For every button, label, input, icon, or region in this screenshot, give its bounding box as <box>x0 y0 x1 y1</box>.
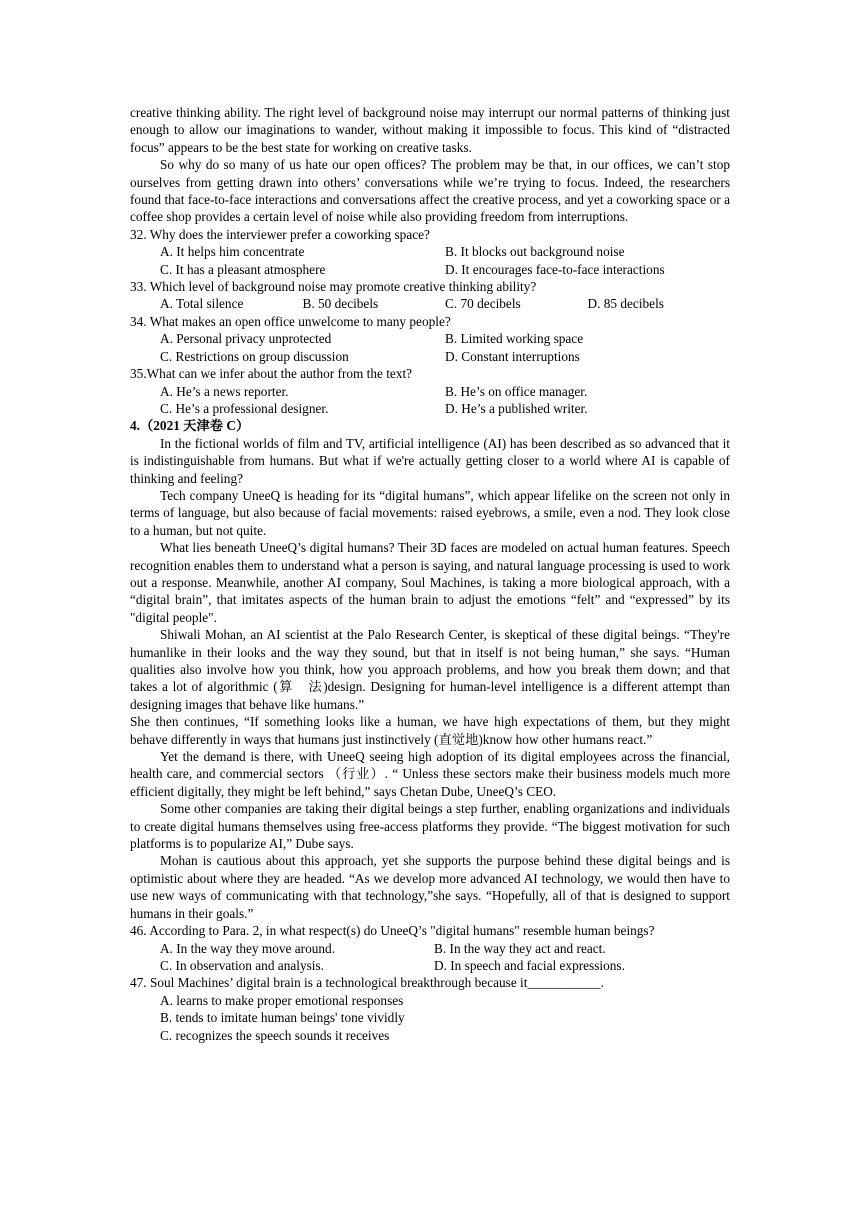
option-d: D. It encourages face-to-face interactions <box>445 261 665 277</box>
option-row <box>130 243 730 260</box>
paragraph: Some other companies are taking their digital beings a step further, enabling organizations and individuals to create digital humans themselves using free-access platforms they provide. “The biggest motivation for such platforms is to popularize AI,” Dube says. <box>130 801 730 852</box>
section-heading: 4.（2021 天津卷 C） <box>130 418 250 434</box>
document-page <box>130 104 730 1044</box>
option-row <box>130 940 730 957</box>
option-c: C. recognizes the speech sounds it receives <box>160 1027 390 1043</box>
paragraph: Tech company UneeQ is heading for its “digital humans”, which appear lifelike on the screen not only in terms of language, but also because of facial movements: raised eyebrows, a smile, even a nod. They look close to a human, but not quite. <box>130 487 730 538</box>
option-d: D. 85 decibels <box>587 296 664 312</box>
option-b: B. In the way they act and react. <box>434 940 606 956</box>
option-d: D. Constant interruptions <box>445 348 580 364</box>
option-b: B. It blocks out background noise <box>445 244 625 260</box>
option-b: B. He’s on office manager. <box>445 383 588 399</box>
option-a: A. Total silence <box>160 296 244 312</box>
option-a: A. In the way they move around. <box>160 940 336 956</box>
paragraph: She then continues, “If something looks like a human, we have high expectations of them, but they might behave differently in ways that humans just instinctively (直觉地)know how other humans react.” <box>130 714 730 747</box>
option-a: A. It helps him concentrate <box>160 244 305 260</box>
paragraph: creative thinking ability. The right level of background noise may interrupt our normal patterns of thinking just enough to allow our imaginations to wander, without making it impossible to focus. This kind of “distracted focus” appears to be the best state for working on creative tasks. <box>130 105 730 155</box>
paragraph: Shiwali Mohan, an AI scientist at the Palo Research Center, is skeptical of these digital beings. “They're humanlike in their looks and the way they sound, but that in itself is not being human,” she says. “Human qualities also involve how you think, how you approach problems, and how you break them down; and that takes a lot of algorithmic (算 法)design. Designing for human-level intelligence is a different attempt than designing images that behave like humans.” <box>130 627 730 712</box>
option-c: C. Restrictions on group discussion <box>160 348 349 364</box>
option-row <box>130 261 730 278</box>
question-stem: 47. Soul Machines’ digital brain is a technological breakthrough because it___________. <box>130 975 604 991</box>
option-row <box>130 383 730 400</box>
option-row <box>130 348 730 365</box>
option-c: C. 70 decibels <box>445 296 521 312</box>
option-a: A. learns to make proper emotional responses <box>160 992 404 1008</box>
option-b: B. 50 decibels <box>302 296 379 312</box>
question-33 <box>130 278 730 313</box>
option-row <box>130 957 730 974</box>
question-stem: 32. Why does the interviewer prefer a coworking space? <box>130 226 430 242</box>
paragraph: In the fictional worlds of film and TV, artificial intelligence (AI) has been described as so advanced that it is indistinguishable from humans. But what if we're actually getting closer to a world where AI is capable of thinking and feeling? <box>130 435 730 486</box>
question-46 <box>130 922 730 974</box>
paragraph: Yet the demand is there, with UneeQ seeing high adoption of its digital employees across the financial, health care, and commercial sectors （行业）. “ Unless these sectors make their business models much more efficient digitally, they might be left behind,” says Chetan Dube, UneeQ’s CEO. <box>130 749 730 799</box>
option-c: C. He’s a professional designer. <box>160 400 329 416</box>
option-b: B. tends to imitate human beings' tone vividly <box>160 1010 405 1026</box>
question-32 <box>130 226 730 278</box>
option-a: A. He’s a news reporter. <box>160 383 289 399</box>
option-b: B. Limited working space <box>445 331 584 347</box>
question-stem: 33. Which level of background noise may promote creative thinking ability? <box>130 279 537 295</box>
option-c: C. It has a pleasant atmosphere <box>160 261 326 277</box>
question-35 <box>130 365 730 417</box>
option-row <box>130 330 730 347</box>
question-stem: 46. According to Para. 2, in what respect(s) do UneeQ’s "digital humans" resemble human beings? <box>130 923 655 939</box>
question-stem: 34. What makes an open office unwelcome to many people? <box>130 313 451 329</box>
option-d: D. He’s a published writer. <box>445 400 588 416</box>
paragraph: What lies beneath UneeQ’s digital humans? Their 3D faces are modeled on actual human features. Speech recognition enables them to understand what a person is saying, and natural language processing is used to work out a response. Meanwhile, another AI company, Soul Machines, is taking a more biological approach, with a “digital brain”, that imitates aspects of the human brain to adjust the emotions “felt” and “expressed” by its "digital people". <box>130 540 730 625</box>
paragraph: So why do so many of us hate our open offices? The problem may be that, in our offices, we can’t stop ourselves from getting drawn into others’ conversations while we’re trying to focus. Indeed, the researchers found that face-to-face interactions and conversations affect the creative process, and yet a coworking space or a coffee shop provides a certain level of noise while also providing freedom from interruptions. <box>130 157 730 225</box>
question-47 <box>130 974 730 1044</box>
option-row <box>130 400 730 417</box>
option-c: C. In observation and analysis. <box>160 957 324 973</box>
question-stem: 35.What can we infer about the author from the text? <box>130 366 413 382</box>
option-d: D. In speech and facial expressions. <box>434 957 625 973</box>
paragraph: Mohan is cautious about this approach, yet she supports the purpose behind these digital beings and is optimistic about where they are headed. “As we develop more advanced AI technology, we would then have to use new ways of communicating with that technology,”she says. “Hopefully, all of that is designed to support humans in their goals.” <box>130 853 730 921</box>
option-row <box>130 295 730 312</box>
option-a: A. Personal privacy unprotected <box>160 331 332 347</box>
question-34 <box>130 313 730 365</box>
